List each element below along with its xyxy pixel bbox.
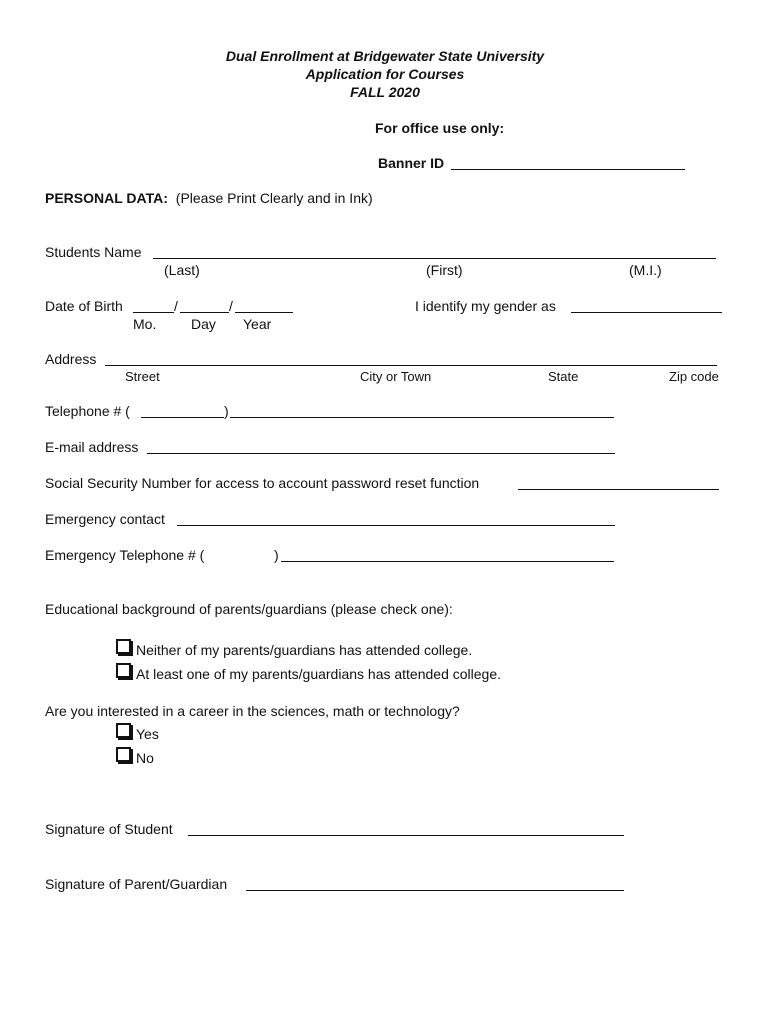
- dob-slash-1: /: [174, 298, 178, 314]
- education-option-neither: Neither of my parents/guardians has attended college.: [136, 642, 473, 658]
- address-zip-caption: Zip code: [669, 369, 719, 384]
- parent-signature-field[interactable]: [246, 890, 624, 891]
- email-field[interactable]: [147, 453, 615, 454]
- parent-signature-label: Signature of Parent/Guardian: [45, 876, 228, 892]
- form-title-line2: Application for Courses: [305, 66, 465, 82]
- form-title-line1: Dual Enrollment at Bridgewater State University: [225, 48, 545, 64]
- telephone-number-field[interactable]: [230, 417, 614, 418]
- form-title-line3: FALL 2020: [350, 84, 420, 100]
- dob-month-field[interactable]: [133, 312, 174, 313]
- name-last-caption: (Last): [164, 262, 200, 278]
- checkbox-neither-parent[interactable]: [116, 639, 131, 654]
- gender-field[interactable]: [571, 312, 722, 313]
- dob-slash-2: /: [229, 298, 233, 314]
- students-name-label: Students Name: [45, 244, 142, 260]
- education-question: Educational background of parents/guardians (please check one):: [45, 601, 453, 617]
- checkbox-yes[interactable]: [116, 723, 131, 738]
- dob-year-caption: Year: [243, 316, 272, 332]
- emergency-telephone-label: Emergency Telephone # (: [45, 547, 205, 563]
- career-option-no: No: [136, 750, 154, 766]
- name-mi-caption: (M.I.): [629, 262, 662, 278]
- checkbox-no[interactable]: [116, 747, 131, 762]
- telephone-label: Telephone # (: [45, 403, 130, 419]
- emergency-contact-field[interactable]: [177, 525, 615, 526]
- emergency-telephone-field[interactable]: [281, 561, 614, 562]
- dob-day-field[interactable]: [180, 312, 229, 313]
- address-field[interactable]: [105, 365, 717, 366]
- address-city-caption: City or Town: [360, 369, 432, 384]
- address-label: Address: [45, 351, 97, 367]
- dob-label: Date of Birth: [45, 298, 123, 314]
- student-signature-field[interactable]: [188, 835, 624, 836]
- name-first-caption: (First): [426, 262, 463, 278]
- banner-id-field[interactable]: [451, 169, 685, 170]
- personal-data-note: (Please Print Clearly and in Ink): [175, 190, 373, 206]
- education-option-at-least-one: At least one of my parents/guardians has attended college.: [136, 666, 502, 682]
- address-state-caption: State: [548, 369, 579, 384]
- personal-data-heading: [45, 189, 373, 207]
- students-name-field[interactable]: [153, 258, 716, 259]
- dob-day-caption: Day: [191, 316, 216, 332]
- career-option-yes: Yes: [136, 726, 159, 742]
- banner-id-label: Banner ID: [378, 155, 445, 171]
- email-label: E-mail address: [45, 439, 139, 455]
- career-question: Are you interested in a career in the sciences, math or technology?: [45, 703, 460, 719]
- gender-label: I identify my gender as: [415, 298, 556, 314]
- telephone-area-code-field[interactable]: [141, 417, 224, 418]
- emergency-contact-label: Emergency contact: [45, 511, 165, 527]
- dob-mo-caption: Mo.: [133, 316, 157, 332]
- office-use-label: For office use only:: [375, 120, 505, 136]
- ssn-field[interactable]: [518, 489, 719, 490]
- telephone-close-paren: ): [224, 403, 229, 419]
- address-street-caption: Street: [125, 369, 160, 384]
- checkbox-one-parent[interactable]: [116, 663, 131, 678]
- student-signature-label: Signature of Student: [45, 821, 173, 837]
- ssn-label: Social Security Number for access to account password reset function: [45, 475, 480, 491]
- dob-year-field[interactable]: [235, 312, 293, 313]
- personal-data-title: PERSONAL DATA:: [45, 190, 168, 206]
- emergency-telephone-close-paren: ): [274, 547, 279, 563]
